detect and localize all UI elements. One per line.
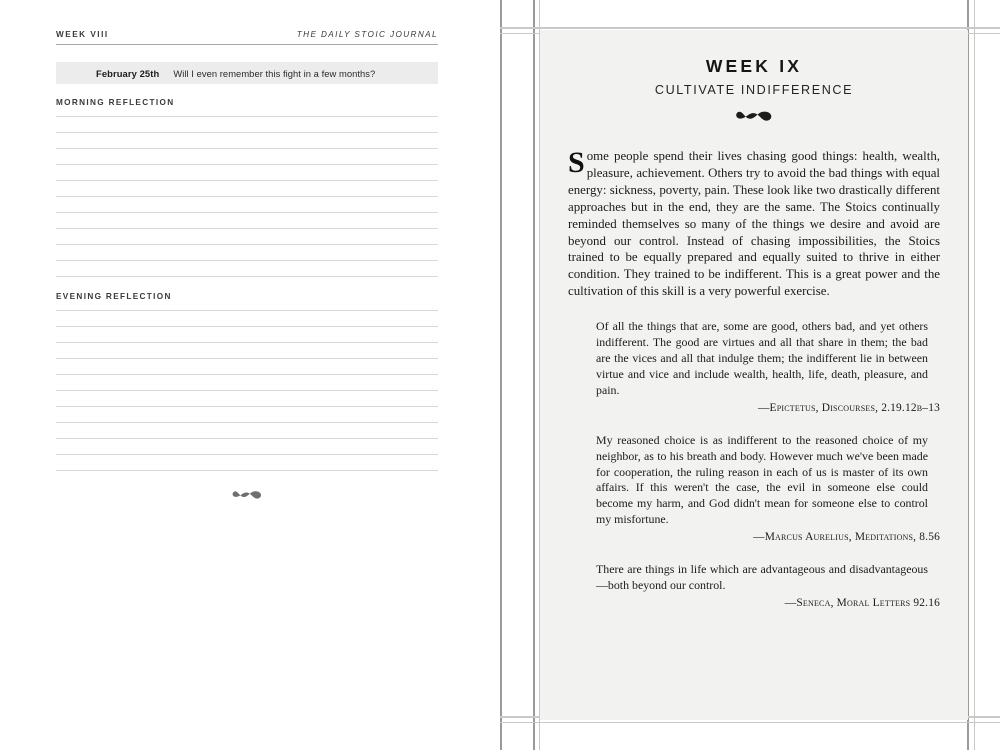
writing-line[interactable]	[56, 212, 438, 213]
quote-text: My reasoned choice is as indifferent to the reasoned choice of my neighbor, as to his breath and body. However much we've been made for cooperation, the ruling reason in each of us is master of its own affairs. If this weren't the case, the evil in someone else could become my harm, and God didn't mean for someone else to control my misfortune.	[596, 432, 928, 527]
running-head-week: WEEK VIII	[56, 30, 109, 39]
writing-line[interactable]	[56, 180, 438, 181]
running-head-title: THE DAILY STOIC JOURNAL	[296, 30, 438, 39]
morning-writing-lines[interactable]	[56, 116, 438, 277]
evening-reflection-label: EVENING REFLECTION	[56, 292, 172, 301]
morning-reflection-section	[56, 98, 438, 277]
quote-item	[568, 433, 940, 543]
quote-list	[568, 319, 940, 609]
swash-infinity-ornament	[56, 486, 438, 507]
writing-line[interactable]	[56, 276, 438, 277]
morning-reflection-label: MORNING REFLECTION	[56, 98, 175, 107]
crop-mark-vertical-left	[500, 0, 502, 750]
evening-reflection-section	[56, 292, 438, 471]
quote-text: Of all the things that are, some are good, others bad, and yet others indifferent. The good are virtues and all that share in them; the bad are the vices and all that indulge them; the indifferent lie in between virtue and vice and include wealth, health, life, death, pleasure, and pain.	[596, 319, 928, 397]
crop-mark-vertical-right-b	[974, 0, 975, 750]
week-title: WEEK IX	[705, 56, 803, 76]
writing-line[interactable]	[56, 422, 438, 423]
right-page	[540, 30, 968, 720]
writing-line[interactable]	[56, 260, 438, 261]
writing-line[interactable]	[56, 374, 438, 375]
quote-item	[568, 319, 940, 414]
writing-line[interactable]	[56, 390, 438, 391]
crop-mark-horizontal-bottom-b	[488, 722, 1000, 723]
writing-line[interactable]	[56, 310, 438, 311]
crop-mark-vertical-gutter-a	[533, 0, 535, 750]
entry-date: February 25th	[96, 67, 160, 79]
writing-line[interactable]	[56, 244, 438, 245]
quote-attribution: —Epictetus, Discourses, 2.19.12b–13	[757, 401, 940, 414]
quote-attribution: —Seneca, Moral Letters 92.16	[784, 596, 940, 609]
quote-item	[568, 562, 940, 609]
writing-line[interactable]	[56, 454, 438, 455]
crop-mark-horizontal-top-a	[488, 27, 1000, 29]
writing-line[interactable]	[56, 164, 438, 165]
week-subtitle: CULTIVATE INDIFFERENCE	[654, 83, 854, 97]
quote-text: There are things in life which are advantageous and disadvantageous—both beyond our control.	[596, 562, 928, 593]
writing-line[interactable]	[56, 438, 438, 439]
writing-line[interactable]	[56, 326, 438, 327]
swash-infinity-ornament	[568, 105, 940, 130]
left-page-content	[56, 30, 438, 507]
writing-line[interactable]	[56, 196, 438, 197]
intro-body-text: ome people spend their lives chasing good things: health, wealth, pleasure, achievement. Others try to avoid the bad things with equal energy: sickness, poverty, pain. These look like two drastically different approaches but in the end, they are the same. The Stoics continually reminded themselves so many of the things we desire and avoid are beyond our control. Instead of chasing impossibilities, the Stoics trained to be equally prepared and equally suited to thrive in either condition. They trained to be indifferent. This is a great power and the cultivation of this skill is a very powerful exercise.	[568, 149, 940, 299]
running-head	[56, 30, 438, 45]
intro-dropcap: S	[568, 146, 585, 179]
writing-line[interactable]	[56, 342, 438, 343]
intro-paragraph	[568, 148, 940, 300]
writing-line[interactable]	[56, 116, 438, 117]
evening-writing-lines[interactable]	[56, 310, 438, 471]
writing-line[interactable]	[56, 228, 438, 229]
writing-line[interactable]	[56, 132, 438, 133]
quote-attribution: —Marcus Aurelius, Meditations, 8.56	[753, 531, 940, 544]
writing-line[interactable]	[56, 358, 438, 359]
writing-line[interactable]	[56, 148, 438, 149]
entry-date-bar	[56, 62, 438, 84]
right-page-content	[540, 30, 968, 609]
entry-prompt: Will I even remember this fight in a few months?	[173, 67, 376, 79]
writing-line[interactable]	[56, 406, 438, 407]
writing-line[interactable]	[56, 470, 438, 471]
